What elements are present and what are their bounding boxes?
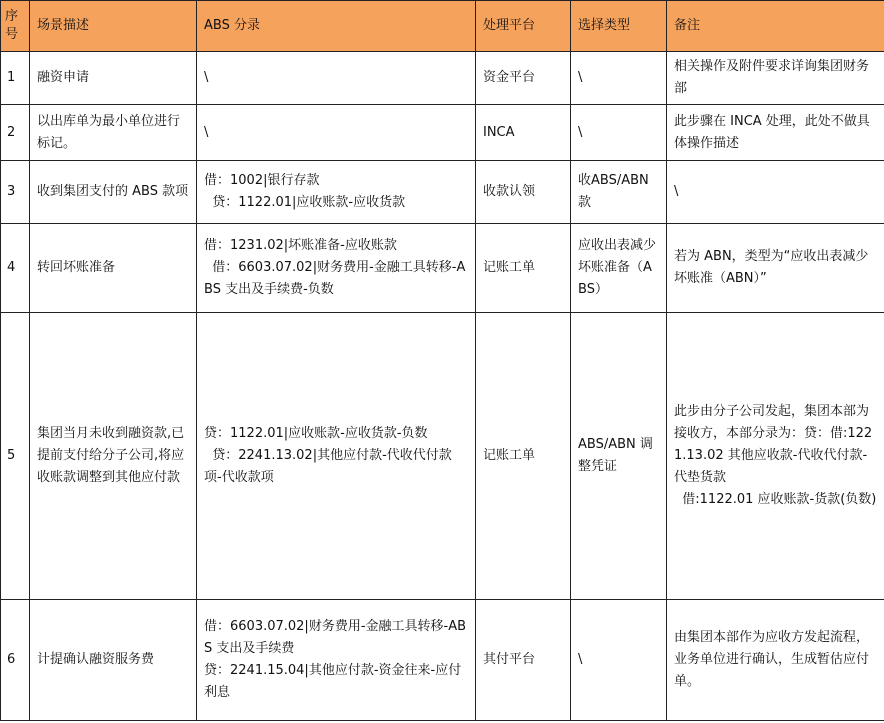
row-no: 5 [1,313,30,600]
header-entry: ABS 分录 [197,1,476,52]
row-platform: 收款认领 [476,161,571,224]
row-note: \ [667,161,884,224]
row-type: 应收出表减少坏账准备（ABS） [571,224,667,313]
row-entry: 借：6603.07.02|财务费用-金融工具转移-ABS 支出及手续费 贷：2241.15.04|其他应付款-资金往来-应付利息 [197,600,476,721]
header-no: 序号 [1,1,30,52]
row-platform: 其付平台 [476,600,571,721]
row-type: \ [571,600,667,721]
row-note: 此步骤在 INCA 处理，此处不做具体操作描述 [667,105,884,161]
row-no: 6 [1,600,30,721]
row-entry: \ [197,52,476,105]
row-scene: 转回坏账准备 [30,224,197,313]
row-platform: 记账工单 [476,224,571,313]
table-row [1,161,884,224]
row-platform: 记账工单 [476,313,571,600]
row-entry: 借：1231.02|坏账准备-应收账款 借：6603.07.02|财务费用-金融工具转移-ABS 支出及手续费-负数 [197,224,476,313]
row-type: \ [571,52,667,105]
row-note: 由集团本部作为应收方发起流程，业务单位进行确认，生成暂估应付单。 [667,600,884,721]
row-platform: INCA [476,105,571,161]
table-row [1,313,884,600]
header-type: 选择类型 [571,1,667,52]
row-no: 4 [1,224,30,313]
row-note: 若为 ABN，类型为“应收出表减少坏账准（ABN）” [667,224,884,313]
table-header-row [1,1,884,52]
row-scene: 收到集团支付的 ABS 款项 [30,161,197,224]
row-no: 2 [1,105,30,161]
row-entry: 借：1002|银行存款 贷：1122.01|应收账款-应收货款 [197,161,476,224]
row-platform: 资金平台 [476,52,571,105]
table-row [1,52,884,105]
header-scene: 场景描述 [30,1,197,52]
row-entry: \ [197,105,476,161]
row-type: ABS/ABN 调整凭证 [571,313,667,600]
row-note: 相关操作及附件要求详询集团财务部 [667,52,884,105]
table-row [1,224,884,313]
row-scene: 融资申请 [30,52,197,105]
row-note: 此步由分子公司发起，集团本部为接收方，本部分录为：贷：借:1221.13.02 其他应收款-代收代付款-代垫货款 借:1122.01 应收账款-货款(负数) [667,313,884,600]
row-scene: 计提确认融资服务费 [30,600,197,721]
row-no: 1 [1,52,30,105]
row-scene: 集团当月未收到融资款,已提前支付给分子公司,将应收账款调整到其他应付款 [30,313,197,600]
header-platform: 处理平台 [476,1,571,52]
row-no: 3 [1,161,30,224]
row-type: \ [571,105,667,161]
row-entry: 贷：1122.01|应收账款-应收货款-负数 贷：2241.13.02|其他应付款-代收代付款项-代收款项 [197,313,476,600]
table-row [1,600,884,721]
table-row [1,105,884,161]
row-type: 收ABS/ABN款 [571,161,667,224]
header-note: 备注 [667,1,884,52]
row-scene: 以出库单为最小单位进行标记。 [30,105,197,161]
